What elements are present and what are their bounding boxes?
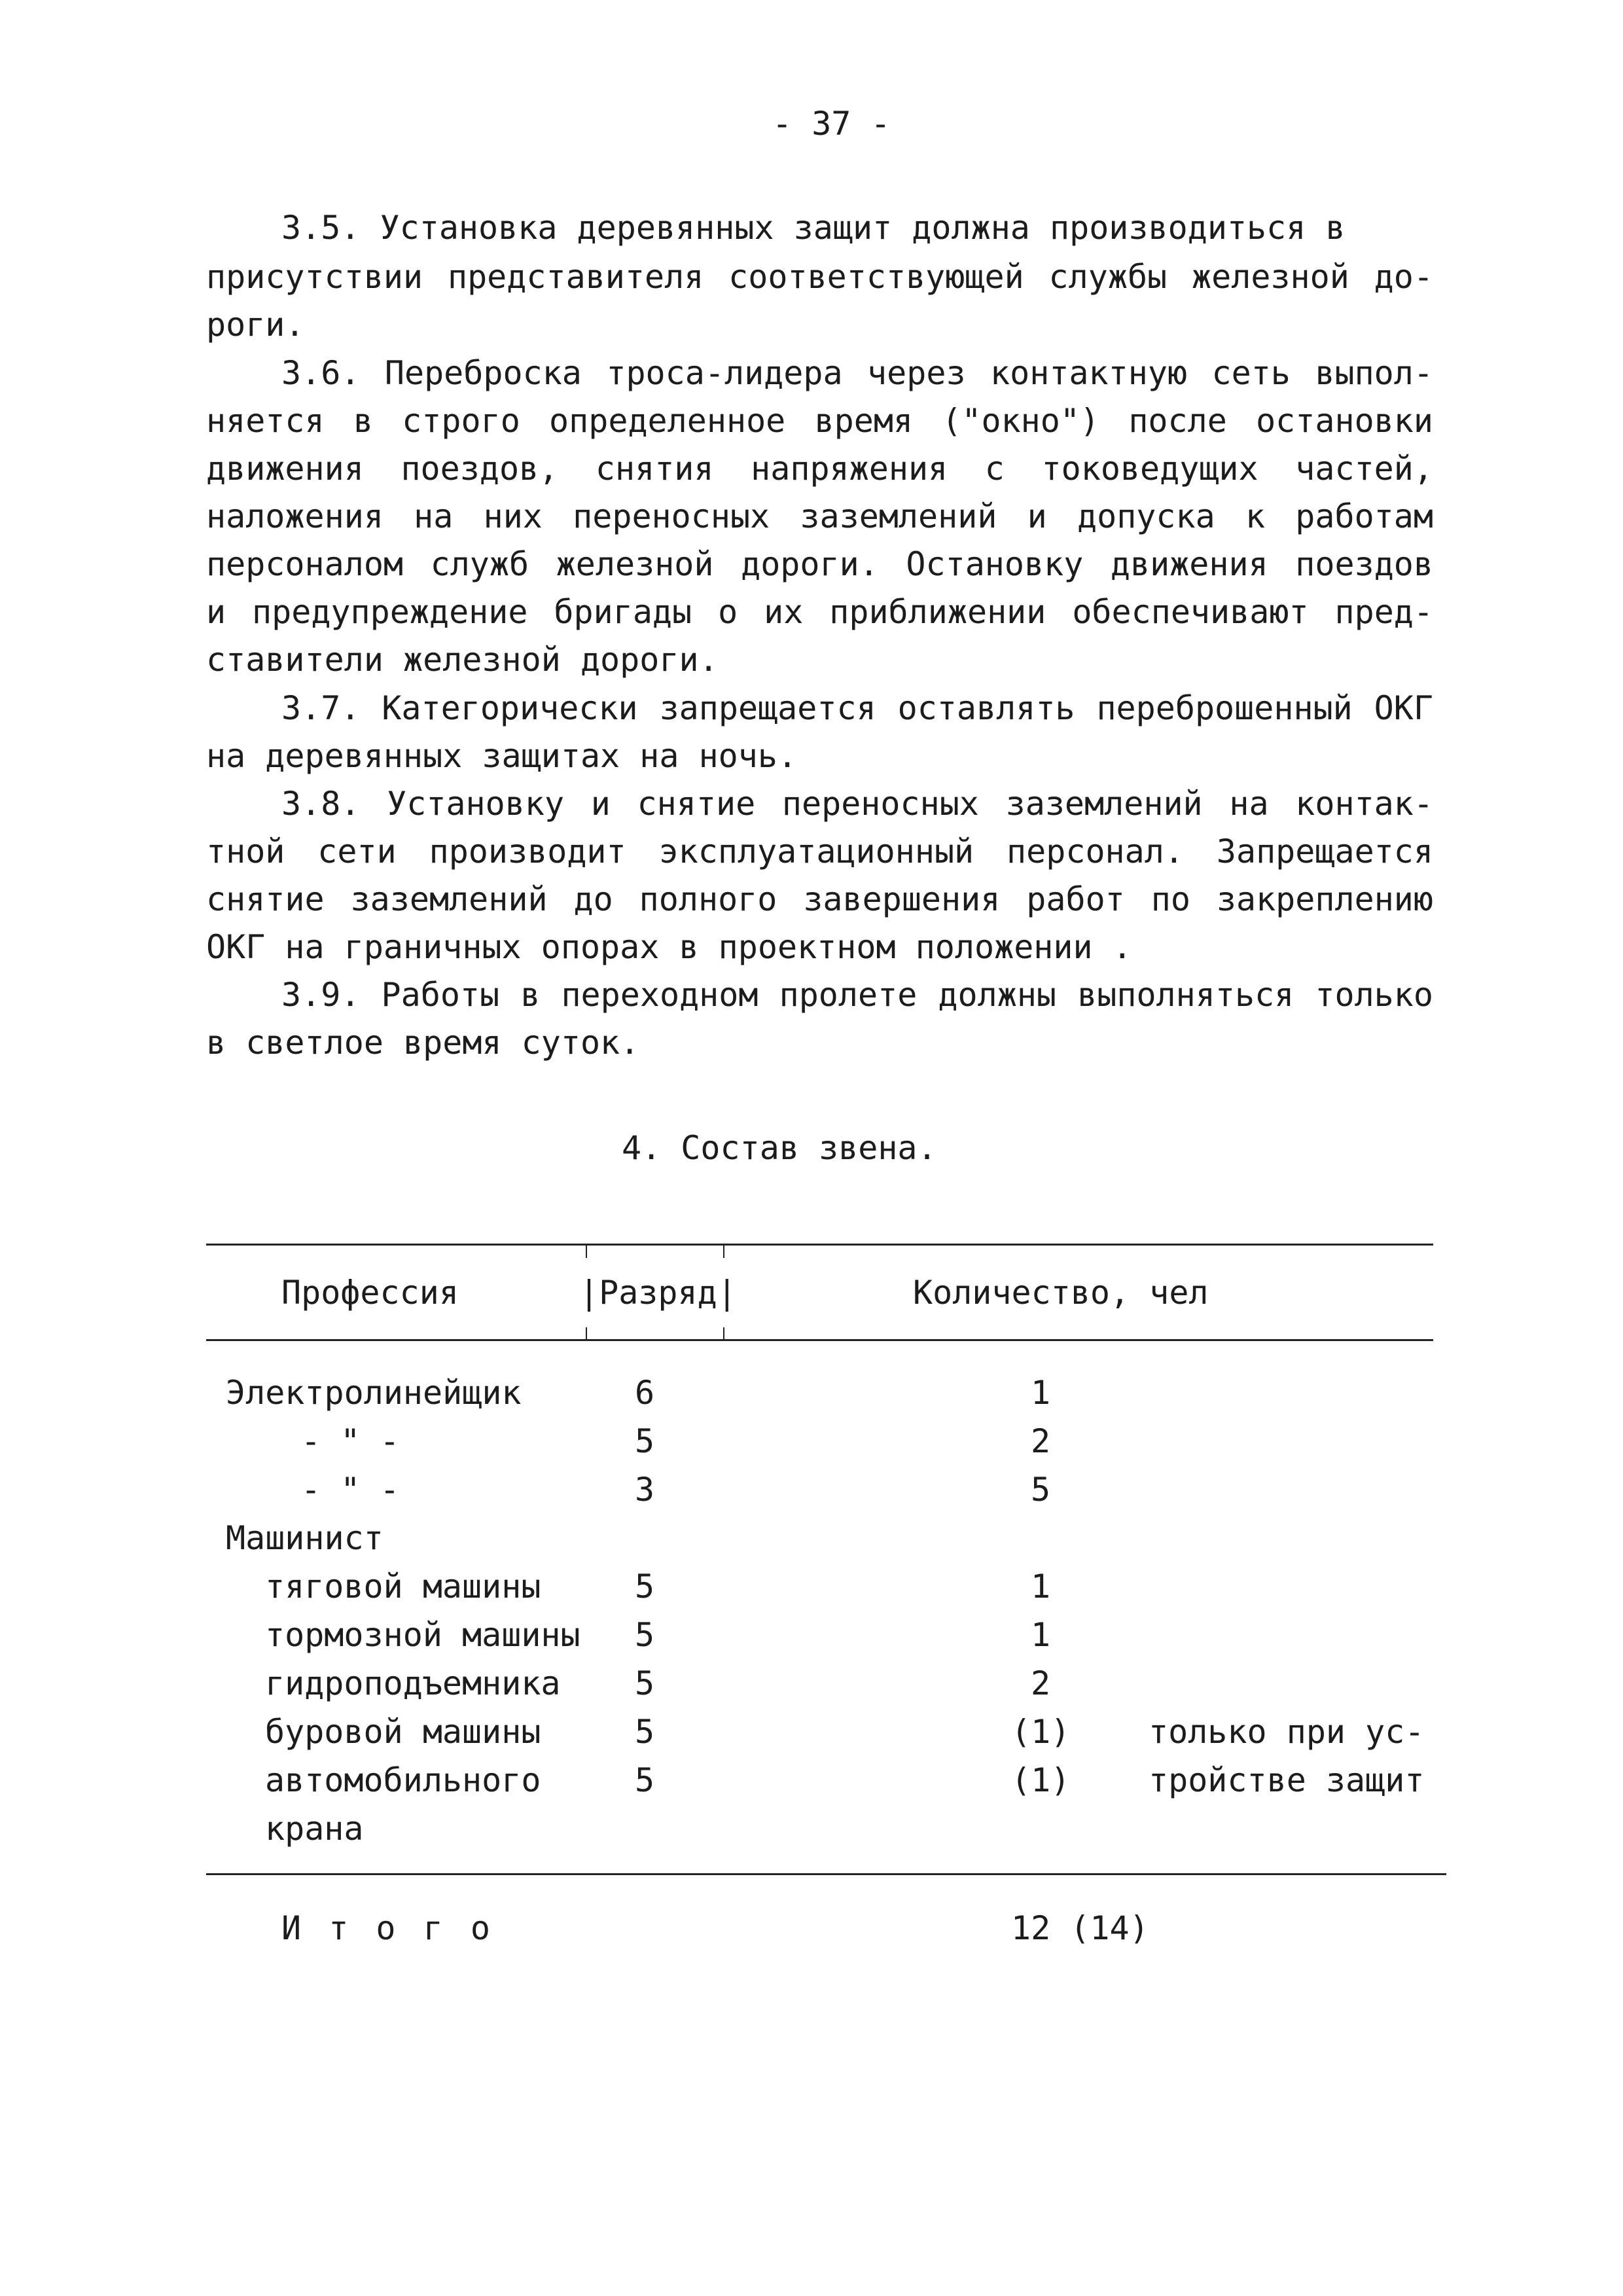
text-line: 3.8. Установку и снятие переносных заземлений на контак- xyxy=(281,785,1433,823)
text-line: няется в строго определенное время ("окно") после остановки xyxy=(206,402,1433,440)
table-cell-quantity: (1) xyxy=(1011,1713,1071,1751)
table-cell-profession: - " - xyxy=(301,1422,400,1460)
table-cell-profession: крана xyxy=(265,1810,364,1848)
table-cell-note: тройстве защит xyxy=(1149,1761,1425,1799)
text-line: в светлое время суток. xyxy=(206,1024,640,1062)
page-number: - 37 - xyxy=(772,105,891,143)
table-cell-grade: 5 xyxy=(635,1664,655,1702)
table-cell-quantity: (1) xyxy=(1011,1761,1071,1799)
table-bottom-rule xyxy=(206,1873,1446,1875)
text-line: 3.7. Категорически запрещается оставлять переброшенный ОКГ xyxy=(281,689,1433,727)
table-cell-quantity: 1 xyxy=(1031,1374,1051,1412)
table-cell-profession: тяговой машины xyxy=(265,1568,541,1605)
text-line: снятие заземлений до полного завершения работ по закреплению xyxy=(206,880,1433,918)
table-tick xyxy=(586,1244,587,1258)
table-cell-quantity: 1 xyxy=(1031,1616,1051,1654)
table-cell-profession: автомобильного xyxy=(265,1761,541,1799)
table-cell-quantity: 5 xyxy=(1031,1471,1051,1509)
text-line: персоналом служб железной дороги. Остановку движения поездов xyxy=(206,545,1433,583)
total-value: 12 (14) xyxy=(1011,1909,1149,1947)
table-top-rule xyxy=(206,1244,1433,1246)
column-header-profession: Профессия xyxy=(281,1274,459,1312)
table-tick xyxy=(723,1327,724,1339)
text-line: 3.6. Переброска троса-лидера через контактную сеть выпол- xyxy=(281,354,1433,392)
table-cell-profession: тормозной машины xyxy=(265,1616,580,1654)
section-heading: 4. Состав звена. xyxy=(622,1129,937,1167)
table-cell-grade: 6 xyxy=(635,1374,655,1412)
column-header-grade: |Разряд| xyxy=(579,1274,737,1312)
text-line: наложения на них переносных заземлений и допуска к работам xyxy=(206,497,1433,535)
total-label: И т о г о xyxy=(281,1909,494,1947)
text-line: 3.5. Установка деревянных защит должна производиться в xyxy=(281,209,1346,247)
table-cell-grade: 5 xyxy=(635,1761,655,1799)
table-cell-quantity: 2 xyxy=(1031,1422,1051,1460)
text-line: присутствии представителя соответствующей службы железной до- xyxy=(206,258,1433,296)
text-line: ставители железной дороги. xyxy=(206,641,719,679)
table-header-rule xyxy=(206,1339,1433,1341)
table-cell-profession: Машинист xyxy=(226,1519,383,1557)
table-cell-profession: буровой машины xyxy=(265,1713,541,1751)
column-header-quantity: Количество, чел xyxy=(913,1274,1209,1312)
table-cell-note: только при ус- xyxy=(1149,1713,1425,1751)
text-line: на деревянных защитах на ночь. xyxy=(206,737,798,775)
text-line: движения поездов, снятия напряжения с токоведущих частей, xyxy=(206,450,1433,488)
table-cell-grade: 5 xyxy=(635,1616,655,1654)
table-cell-quantity: 2 xyxy=(1031,1664,1051,1702)
table-cell-profession: Электролинейщик xyxy=(226,1374,522,1412)
text-line: 3.9. Работы в переходном пролете должны выполняться только xyxy=(281,976,1433,1014)
text-line: роги. xyxy=(206,306,305,344)
table-tick xyxy=(586,1327,587,1339)
table-tick xyxy=(723,1244,724,1258)
table-cell-grade: 5 xyxy=(635,1568,655,1605)
text-line: тной сети производит эксплуатационный персонал. Запрещается xyxy=(206,833,1433,870)
table-cell-quantity: 1 xyxy=(1031,1568,1051,1605)
table-cell-grade: 5 xyxy=(635,1713,655,1751)
table-cell-profession: - " - xyxy=(301,1471,400,1509)
text-line: и предупреждение бригады о их приближении обеспечивают пред- xyxy=(206,593,1433,631)
table-cell-profession: гидроподъемника xyxy=(265,1664,561,1702)
table-cell-grade: 5 xyxy=(635,1422,655,1460)
text-line: ОКГ на граничных опорах в проектном положении . xyxy=(206,928,1132,966)
table-cell-grade: 3 xyxy=(635,1471,655,1509)
